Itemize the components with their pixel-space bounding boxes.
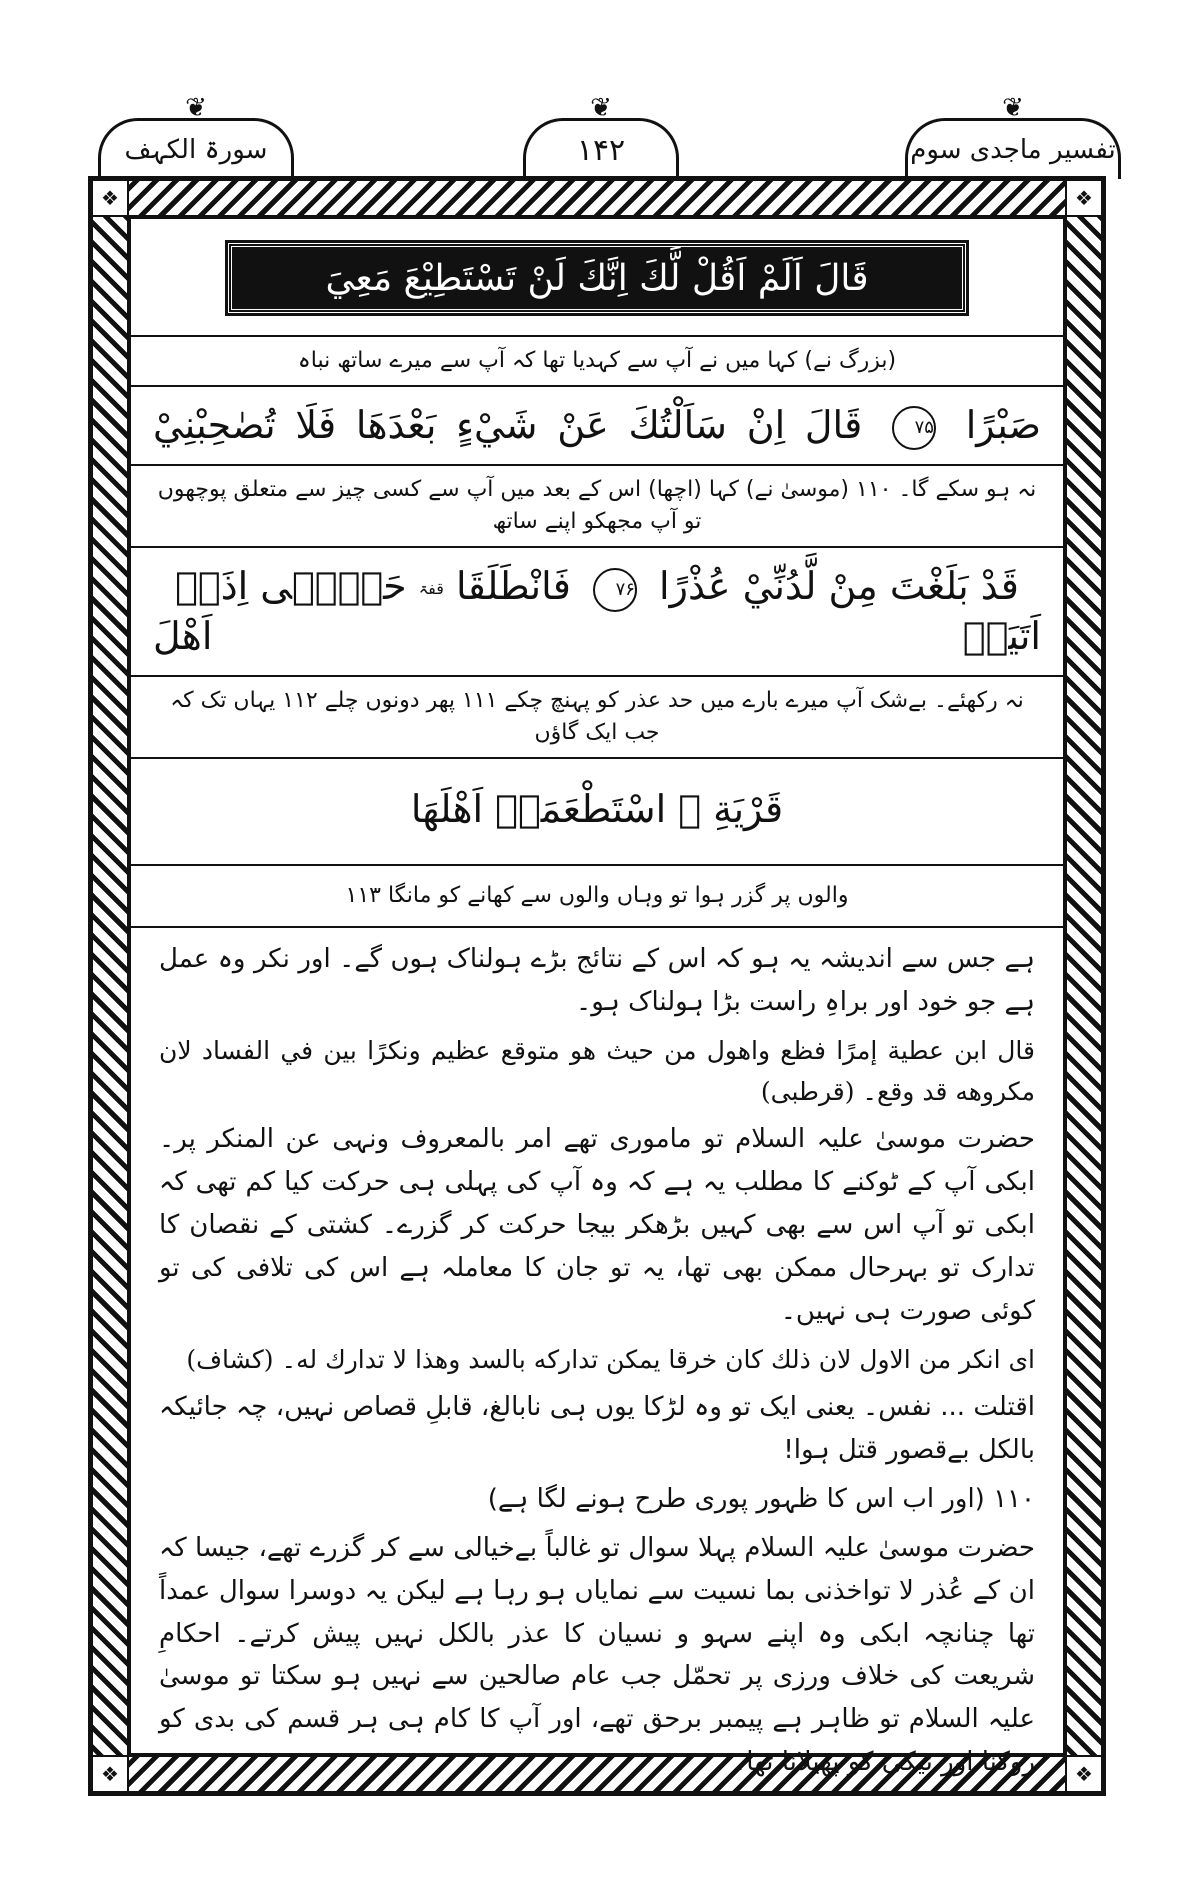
ayah-line-1: [141, 387, 1053, 465]
commentary-paragraph: حضرت موسیٰ علیہ السلام پہلا سوال تو غالباً بےخیالی سے کر گزرے تھے، جیسا کہ ان کے عُذر لا تواخذنی بما نسیت سے نمایاں ہو رہا ہے لیکن یہ دوسرا سوال عمداً تھا چنانچہ ابکی وہ اپنے سہو و نسیان کا عذر بالکل نہیں پیش کرتے۔ احکامِ شریعت کی خلاف ورزی پر تحمّل جب عام صالحین سے نہیں ہو سکتا تو موسیٰ علیہ السلام تو ظاہر ہے پیمبر برحق تھے، اور آپ کا کام ہی ہر قسم کی بدی کو روکنا اور نیکی کو پھیلانا تھا۔: [159, 1532, 1035, 1778]
header-surah-tab: [98, 93, 294, 179]
commentary-paragraph: اقتلت ... نفس۔ یعنی ایک تو وہ لڑکا یوں ہی نابالغ، قابلِ قصاص نہیں، چہ جائیکہ بالکل بےقصور قتل ہوا!: [159, 1392, 1035, 1465]
border-chain-top: [91, 179, 1103, 217]
ayah-text: صَبْرًا: [965, 402, 1041, 447]
translation-line-4: والوں پر گزر ہوا تو وہاں والوں سے کھانے کو مانگا ۱۱۳: [345, 883, 849, 909]
verse-banner: قَالَ اَلَمْ اَقُلْ لَّكَ اِنَّكَ لَنْ تَسْتَطِيْعَ مَعِيَ: [228, 243, 966, 313]
corner-ornament-icon: ❖: [91, 1755, 129, 1793]
ayah-line-3: قَرْيَةِ ۨ اسْتَطْعَمَاۤ اَهْلَهَا: [410, 786, 784, 831]
ayah-text: قَالَ اِنْ سَاَلْتُكَ عَنْ شَيْءٍ بَعْدَهَا فَلَا تُصٰحِبْنِيْ: [153, 402, 863, 447]
commentary-paragraph: حضرت موسیٰ علیہ السلام تو ماموری تھے امر بالمعروف ونہی عن المنکر پر۔ ابکی آپ کے ٹوکنے کا مطلب یہ ہے کہ وہ آپ کی پہلی ہی حرکت کیا کم تھی کہ ابکی تو آپ اس سے بھی کہیں بڑھکر بیجا حرکت کر گزرے۔ کشتی کے نقصان کا تدارک تو بہرحال ممکن بھی تھا، یہ تو جان کا معاملہ ہے اس کی تلافی کی تو کوئی صورت ہی نہیں۔: [159, 1124, 1036, 1326]
commentary-arabic-quote: اى انكر من الاول لان ذلك كان خرقا يمكن تداركه بالسد وهذا لا تدارك له۔ (كشاف): [186, 1344, 1035, 1374]
commentary-paragraph: ہے جس سے اندیشہ یہ ہو کہ اس کے نتائج بڑے ہولناک ہوں گے۔ اور نکر وہ عمل ہے جو خود اور براہِ راست بڑا ہولناک ہو۔: [159, 944, 1035, 1018]
ayah-text: فَانْطَلَقَا: [455, 564, 571, 609]
header-page-tab: [523, 93, 679, 179]
ayah-number-marker: ۷۶: [593, 568, 637, 612]
commentary-arabic-quote: قال ابن عطية إمرًا فظع واهول من حيث هو متوقع عظيم ونكرًا بين في الفساد لان مكروهه قد وقع۔ (قرطبی): [159, 1035, 1035, 1107]
book-title: تفسیر ماجدی سوم: [910, 135, 1116, 165]
waqf-mark: قفۃ: [418, 579, 444, 599]
corner-ornament-icon: ❖: [91, 179, 129, 217]
corner-ornament-icon: ❖: [1065, 179, 1103, 217]
ornament-icon: ❦: [590, 93, 612, 123]
ayah-line-2: [141, 548, 1053, 675]
ornament-icon: ❦: [1002, 93, 1024, 123]
ayah-text: حَتّٰۤى اِذَاۤ اَتَيَاۤ اَهْلَ: [153, 564, 1041, 658]
page-body: [129, 217, 1065, 1778]
ayah-text: قَدْ بَلَغْتَ مِنْ لَّدُنِّيْ عُذْرًا: [659, 564, 1019, 609]
corner-ornament-icon: ❖: [1065, 1755, 1103, 1793]
border-chain-left: [91, 179, 129, 1793]
page-frame: [88, 176, 1106, 1796]
translation-line-2: نہ ہو سکے گا۔ ۱۱۰ (موسیٰ نے) کہا (اچھا) اس کے بعد میں آپ سے کسی چیز سے متعلق پوچھوں تو آپ مجھکو اپنے ساتھ: [157, 477, 1037, 535]
translation-line-3: نہ رکھئے۔ بےشک آپ میرے بارے میں حد عذر کو پہنچ چکے ۱۱۱ پھر دونوں چلے ۱۱۲ یہاں تک کہ جب ایک گاؤں: [170, 688, 1024, 745]
commentary: [141, 928, 1053, 1784]
header-book-tab: [905, 93, 1121, 179]
page-number: ۱۴۲: [576, 132, 626, 168]
translation-line-1: (بزرگ نے) کہا میں نے آپ سے کہدیا تھا کہ آپ سے میرے ساتھ نباہ: [297, 348, 897, 373]
ornament-icon: ❦: [185, 93, 207, 123]
ayah-number-marker: ۷۵: [892, 406, 936, 450]
surah-name: سورۃ الکہف: [124, 135, 268, 165]
border-chain-right: [1065, 179, 1103, 1793]
commentary-note: ۱۱۰ (اور اب اس کا ظہور پوری طرح ہونے لگا ہے): [487, 1483, 1035, 1514]
